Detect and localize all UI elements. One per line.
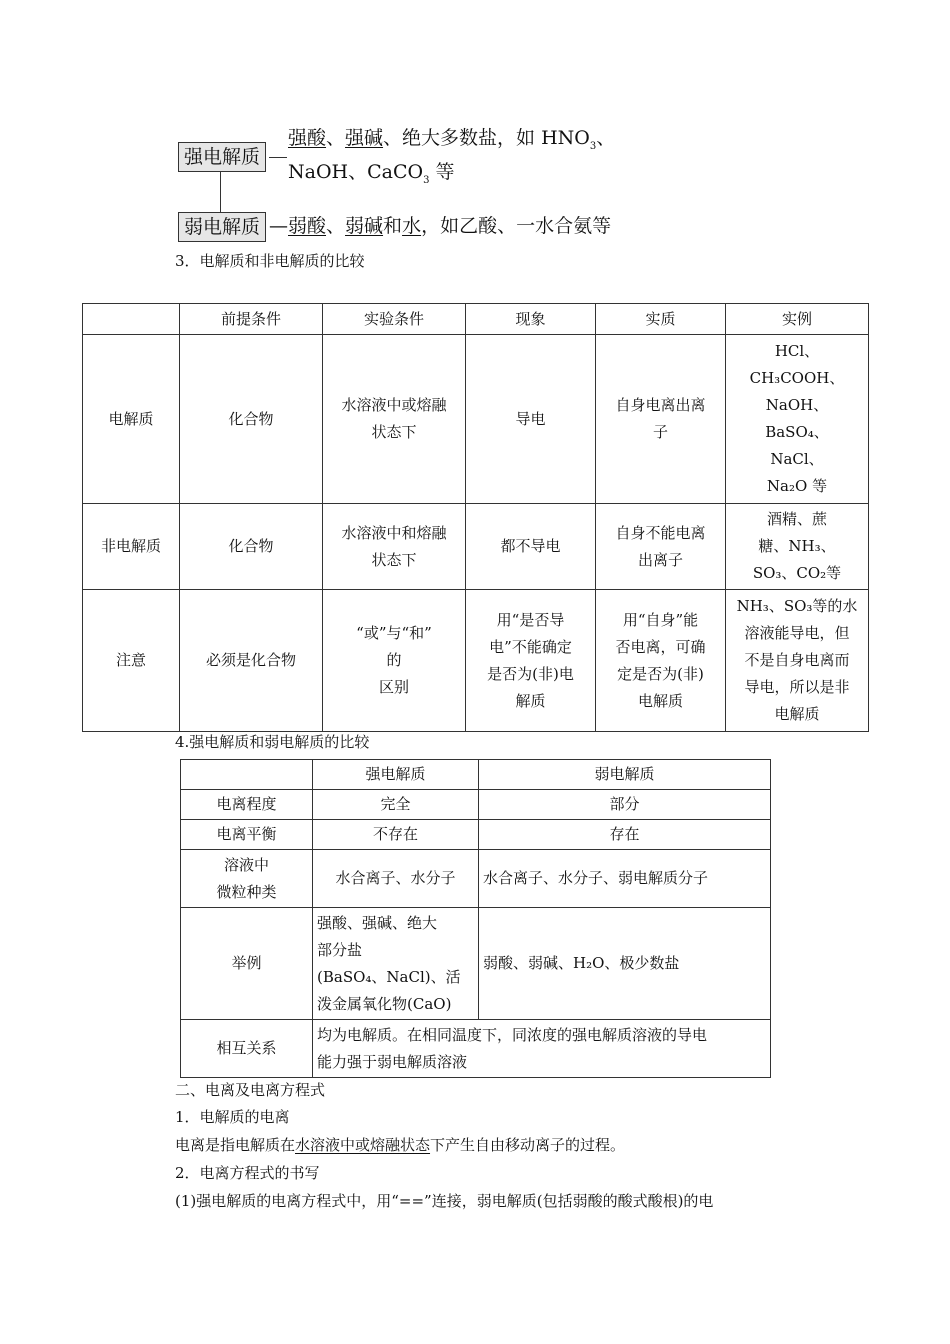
connector-dash-1 <box>269 157 287 158</box>
section-2-line: (1)强电解质的电离方程式中，用“==”连接，弱电解质(包括弱酸的酸式酸根)的电 <box>175 1192 714 1210</box>
table-row <box>181 790 771 820</box>
cell-line: 溶液能导电，但 <box>744 624 850 642</box>
cell-line: 溶液中 <box>223 855 269 874</box>
weak-and: 和 <box>383 215 403 237</box>
weak-cell: 弱酸、弱碱、H₂O、极少数盐 <box>479 908 771 1020</box>
cell-line: 导电，所以是非 <box>744 678 850 696</box>
weak-electrolyte-box: 弱电解质 <box>178 212 266 242</box>
sub-3: 3 <box>589 140 597 152</box>
table-row <box>181 908 771 1020</box>
essence-cell <box>596 504 726 590</box>
cell-line: 是否为(非)电 <box>487 664 574 683</box>
essence-cell <box>596 590 726 732</box>
weak-cell: 存在 <box>479 820 771 850</box>
premise-cell: 化合物 <box>180 335 323 504</box>
table2-header: 弱电解质 <box>479 760 771 790</box>
cell-line: 用“自身”能 <box>622 610 699 629</box>
cell-line: 子 <box>652 423 668 441</box>
cell-line: 电解质 <box>774 705 820 723</box>
cell-line: 水溶液中或熔融 <box>341 396 447 414</box>
table-row <box>181 820 771 850</box>
table-row <box>83 590 869 732</box>
phenomenon-cell: 都不导电 <box>466 504 596 590</box>
cell-line: 用“是否导 <box>496 610 565 629</box>
cell-line: 糖、NH₃、 <box>758 537 836 555</box>
cell-line: 解质 <box>515 691 546 710</box>
cell-line: NH₃、SO₃等的水 <box>736 597 858 615</box>
cell-line: 部分盐 <box>317 940 363 959</box>
table1-header: 前提条件 <box>180 304 323 335</box>
section3-title: 3．电解质和非电解质的比较 <box>175 252 365 270</box>
premise-cell: 化合物 <box>180 504 323 590</box>
row-label: 电离平衡 <box>181 820 313 850</box>
table2-header: 强电解质 <box>313 760 479 790</box>
table-electrolyte-vs-nonelectrolyte <box>82 303 869 732</box>
section-2-title: 2．电离方程式的书写 <box>175 1164 320 1182</box>
strong-line2-a: NaOH、CaCO <box>288 161 424 183</box>
phenomenon-cell: 导电 <box>466 335 596 504</box>
condition-cell <box>323 335 466 504</box>
strong-tail: 、 <box>596 127 616 149</box>
row-label: 电离程度 <box>181 790 313 820</box>
def-underlined: 水溶液中或熔融状态 <box>295 1136 431 1154</box>
cell-line: 自身不能电离 <box>615 523 706 542</box>
phenomenon-cell <box>466 590 596 732</box>
water: 水 <box>402 215 422 237</box>
strong-line2-b: 等 <box>429 161 455 183</box>
strong-line-2 <box>288 159 455 194</box>
table-row <box>181 1020 771 1078</box>
table-strong-vs-weak <box>180 759 771 1078</box>
examples-cell <box>726 504 869 590</box>
weak-acid: 弱酸 <box>288 215 327 237</box>
cell-line: 状态下 <box>371 423 417 441</box>
strong-electrolyte-box: 强电解质 <box>178 142 266 172</box>
cell-line: 区别 <box>378 678 409 696</box>
strong-cell: 水合离子、水分子 <box>313 850 479 908</box>
row-label <box>181 850 313 908</box>
strong-acid: 强酸 <box>288 127 327 149</box>
cell-line: 的 <box>386 651 402 669</box>
cell-line: 电解质 <box>637 691 683 710</box>
strong-rest: 、绝大多数盐，如 HNO <box>383 127 590 149</box>
table1-header: 实验条件 <box>323 304 466 335</box>
table-row <box>83 335 869 504</box>
connector-vertical <box>220 172 221 212</box>
weak-base: 弱碱 <box>345 215 384 237</box>
weak-sep: 、 <box>326 215 346 237</box>
row-label: 举例 <box>181 908 313 1020</box>
table2-header-row <box>181 760 771 790</box>
cell-line: CH₃COOH、 <box>749 369 845 387</box>
weak-line <box>269 213 611 239</box>
table-row <box>181 850 771 908</box>
cell-line: 否电离，可确 <box>615 637 706 656</box>
row-label: 电解质 <box>83 335 180 504</box>
cell-line: 泼金属氧化物(CaO) <box>317 994 452 1013</box>
cell-line: NaOH、 <box>765 396 829 414</box>
condition-cell <box>323 504 466 590</box>
table1-header: 现象 <box>466 304 596 335</box>
cell-line: 酒精、蔗 <box>766 510 827 528</box>
cell-line: “或”与“和” <box>356 624 432 642</box>
essence-cell <box>596 335 726 504</box>
weak-cell: 水合离子、水分子、弱电解质分子 <box>479 850 771 908</box>
cell-line: 微粒种类 <box>216 882 277 901</box>
examples-cell <box>726 335 869 504</box>
table1-header: 实质 <box>596 304 726 335</box>
condition-cell <box>323 590 466 732</box>
row-label: 注意 <box>83 590 180 732</box>
examples-cell <box>726 590 869 732</box>
weak-dash: — <box>269 215 288 237</box>
strong-base: 强碱 <box>345 127 384 149</box>
sep: 、 <box>326 127 346 149</box>
cell-line: 自身电离出离 <box>615 396 706 414</box>
cell-line: 不是自身电离而 <box>744 651 850 669</box>
cell-line: (BaSO₄、NaCl)、活 <box>317 967 461 986</box>
cell-line: 状态下 <box>371 550 417 569</box>
strong-line-1 <box>288 125 615 160</box>
cell-line: BaSO₄、 <box>765 423 829 441</box>
cell-line: HCl、 <box>774 342 820 360</box>
cell-line: 出离子 <box>637 550 683 569</box>
weak-cell: 部分 <box>479 790 771 820</box>
cell-line: SO₃、CO₂等 <box>752 564 842 582</box>
table1-header <box>83 304 180 335</box>
cell-line: 电”不能确定 <box>489 637 572 656</box>
table1-header: 实例 <box>726 304 869 335</box>
cell-line: 均为电解质。在相同温度下，同浓度的强电解质溶液的导电 <box>317 1025 708 1044</box>
part2-title: 二、电离及电离方程式 <box>175 1081 326 1099</box>
strong-cell <box>313 908 479 1020</box>
strong-cell: 完全 <box>313 790 479 820</box>
cell-line: NaCl、 <box>770 450 824 468</box>
def-b: 下产生自由移动离子的过程。 <box>430 1136 626 1154</box>
cell-line: 能力强于弱电解质溶液 <box>317 1052 468 1071</box>
ionization-definition <box>175 1134 625 1156</box>
premise-cell: 必须是化合物 <box>180 590 323 732</box>
sub-3b: 3 <box>423 174 430 186</box>
section4-title: 4.强电解质和弱电解质的比较 <box>175 733 370 751</box>
merged-cell <box>313 1020 771 1078</box>
row-label: 相互关系 <box>181 1020 313 1078</box>
section-1-title: 1．电解质的电离 <box>175 1108 290 1126</box>
def-a: 电离是指电解质在 <box>175 1136 296 1154</box>
strong-cell: 不存在 <box>313 820 479 850</box>
cell-line: Na₂O 等 <box>766 477 828 495</box>
weak-rest: ，如乙酸、一水合氨等 <box>421 215 612 237</box>
row-label: 非电解质 <box>83 504 180 590</box>
table1-header-row <box>83 304 869 335</box>
table2-header <box>181 760 313 790</box>
cell-line: 定是否为(非) <box>617 664 704 683</box>
table-row <box>83 504 869 590</box>
cell-line: 水溶液中和熔融 <box>341 523 447 542</box>
cell-line: 强酸、强碱、绝大 <box>317 913 438 932</box>
